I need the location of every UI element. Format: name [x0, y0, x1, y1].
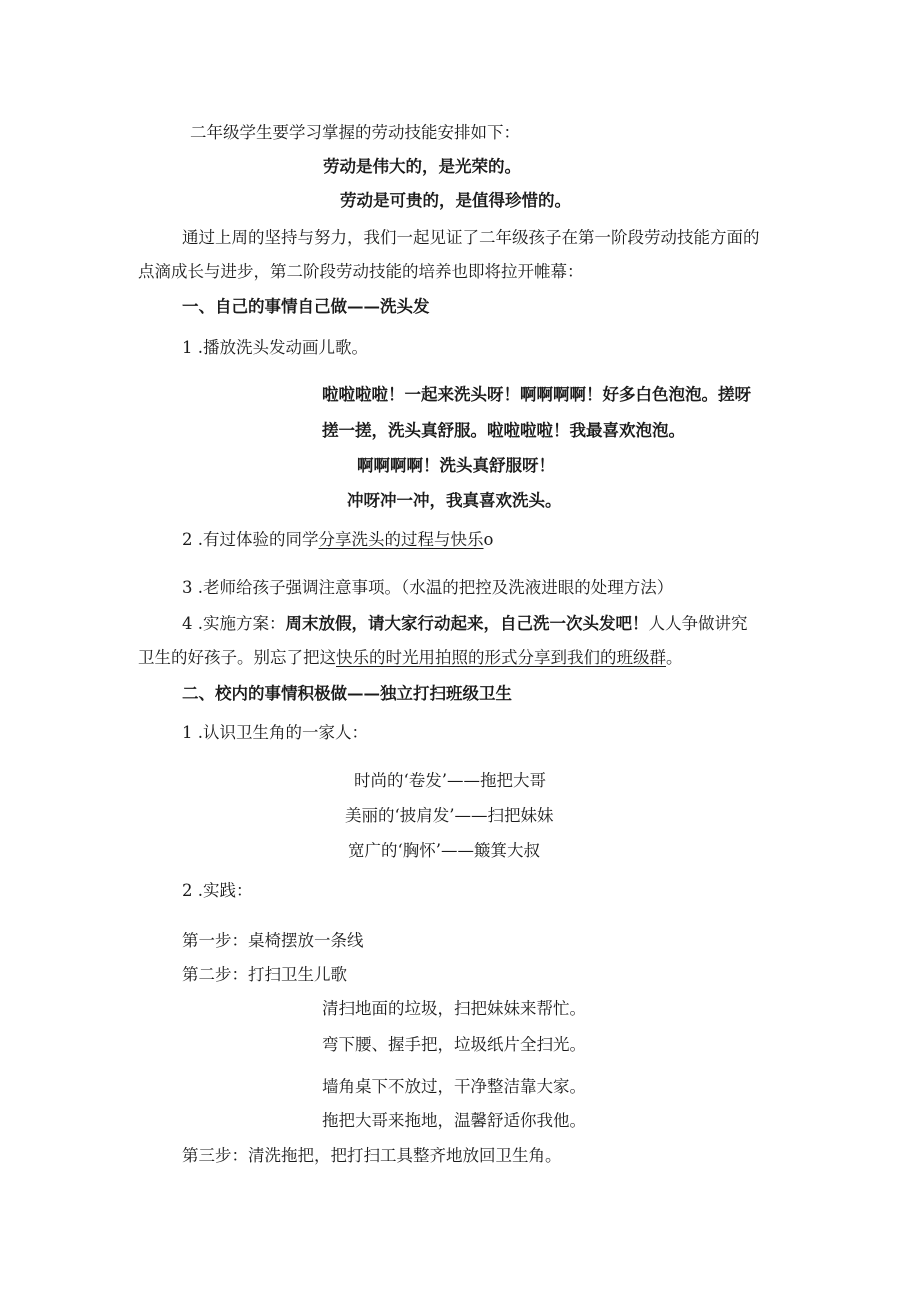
rhyme-line-1: 清扫地面的垃圾，扫把妹妹来帮忙。 [322, 999, 586, 1018]
item4-suffix: 人人争做讲究 [648, 614, 748, 633]
section2-title: 二、校内的事情积极做——独立打扫班级卫生 [182, 684, 512, 703]
song-line-2: 搓一搓，洗头真舒服。啦啦啦啦！我最喜欢泡泡。 [322, 421, 685, 440]
section2-item1: 1 .认识卫生角的一家人： [182, 723, 368, 742]
section1-item3: 3 .老师给孩子强调注意事项。（水温的把控及洗液进眼的处理方法） [182, 578, 674, 597]
song-line-4: 冲呀冲一冲，我真喜欢洗头。 [347, 491, 562, 510]
item2-prefix: 2 .有过体验的同学 [182, 530, 319, 549]
item4-line2-underlined: 快乐的时光用拍照的形式分享到我们的班级群 [336, 648, 666, 667]
section1-item4-line1 [182, 613, 748, 635]
step2: 第二步：打扫卫生儿歌 [182, 965, 347, 984]
paragraph-line-2: 点滴成长与进步，第二阶段劳动技能的培养也即将拉开帷幕： [138, 262, 584, 281]
item2-underlined: 分享洗头的过程与快乐 [318, 530, 484, 549]
song-line-3: 啊啊啊啊！洗头真舒服呀！ [357, 456, 555, 475]
rhyme-line-3: 墙角桌下不放过，干净整洁靠大家。 [322, 1077, 586, 1096]
step1: 第一步：桌椅摆放一条线 [182, 931, 364, 950]
section1-item4-line2 [138, 647, 683, 669]
section2-item2: 2 .实践： [182, 881, 253, 900]
song-line-1: 啦啦啦啦！一起来洗头呀！啊啊啊啊！好多白色泡泡。搓呀 [322, 385, 751, 404]
step3: 第三步：清洗拖把，把打扫工具整齐地放回卫生角。 [182, 1146, 562, 1165]
paragraph-line-1: 通过上周的坚持与努力，我们一起见证了二年级孩子在第一阶段劳动技能方面的 [182, 228, 760, 247]
rhyme-line-4: 拖把大哥来拖地，温馨舒适你我他。 [322, 1111, 586, 1130]
item4-prefix: 4 .实施方案： [182, 614, 286, 633]
family-line-2: 美丽的‘披肩发’——扫把妹妹 [345, 806, 554, 825]
rhyme-line-2: 弯下腰、握手把，垃圾纸片全扫光。 [322, 1035, 586, 1054]
item2-suffix: o [483, 530, 494, 549]
section1-item1: 1 .播放洗头发动画儿歌。 [182, 338, 368, 357]
item4-line2-suffix: 。 [666, 648, 683, 667]
family-line-3: 宽广的‘胸怀’——簸箕大叔 [348, 841, 540, 860]
motto-line-2: 劳动是可贵的，是值得珍惜的。 [340, 191, 571, 210]
section1-title: 一、自己的事情自己做——洗头发 [182, 297, 430, 316]
motto-line-1: 劳动是伟大的，是光荣的。 [323, 157, 521, 176]
family-line-1: 时尚的‘卷发’——拖把大哥 [354, 771, 546, 790]
section1-item2 [182, 529, 493, 551]
item4-line2-prefix: 卫生的好孩子。别忘了把这 [138, 648, 336, 667]
item4-bold: 周末放假，请大家行动起来，自己洗一次头发吧！ [285, 614, 649, 633]
intro-line: 二年级学生要学习掌握的劳动技能安排如下： [190, 123, 520, 142]
